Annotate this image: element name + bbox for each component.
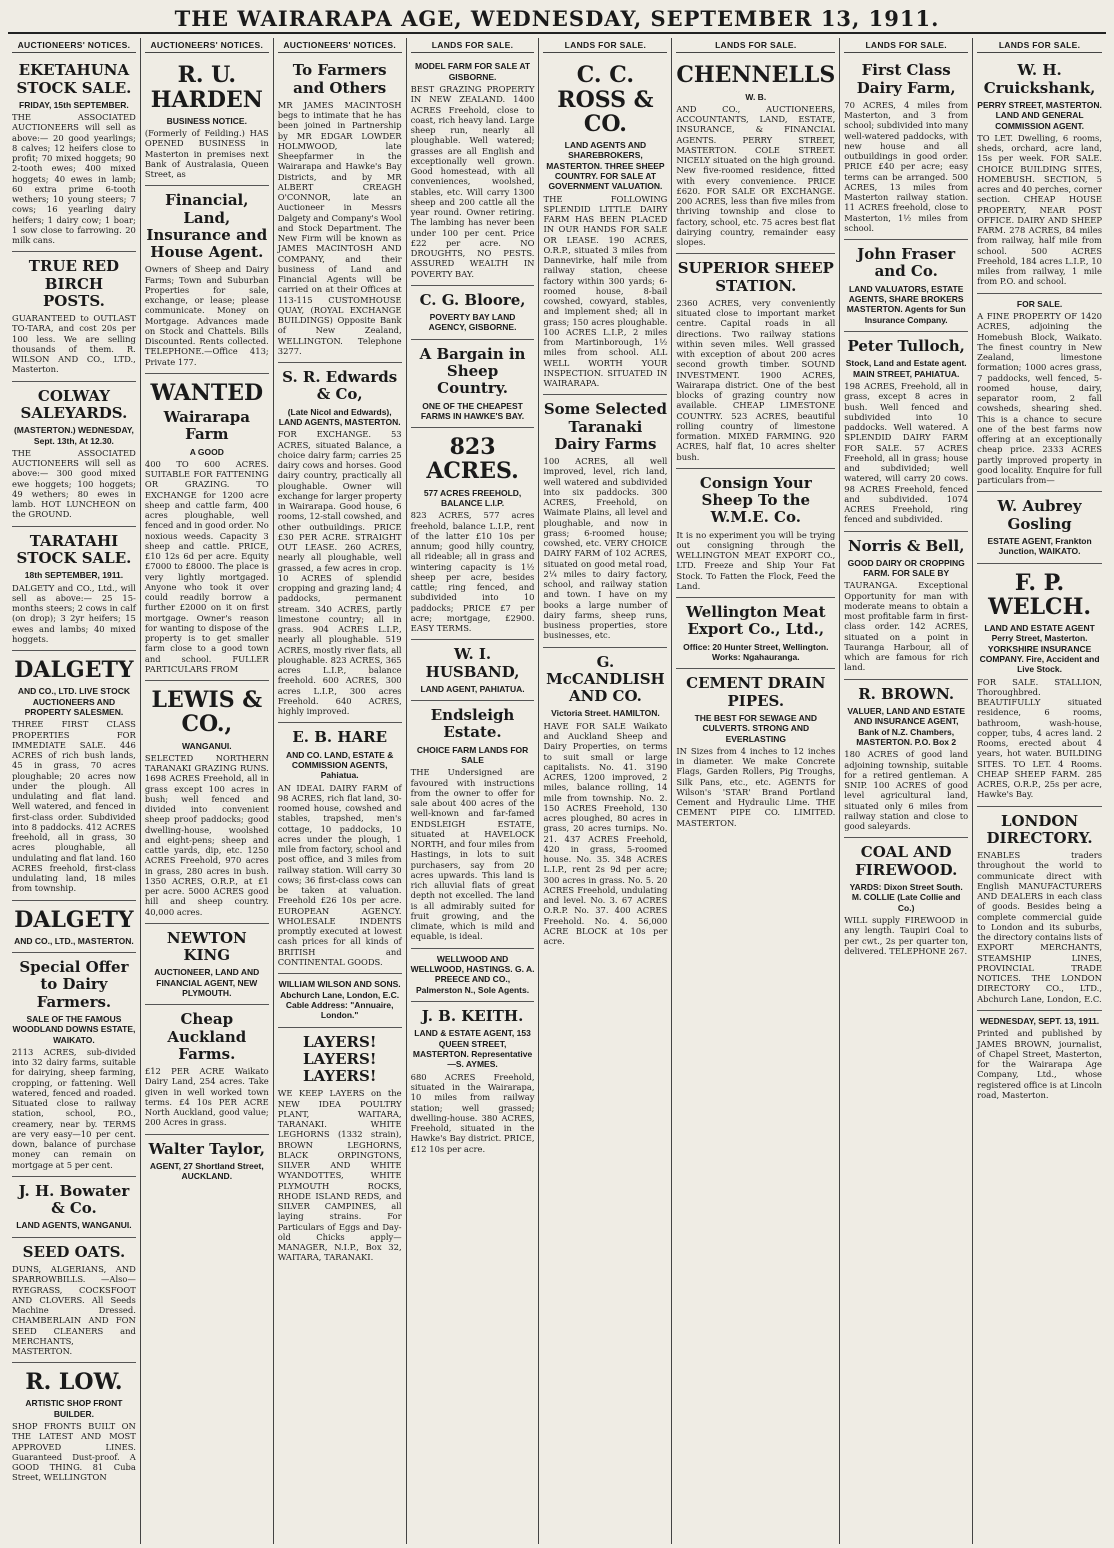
advertisement (12, 1363, 136, 1488)
ad-title: C. G. Bloore, (419, 290, 526, 309)
ad-body: DUNS, ALGERIANS, AND SPARROWBILLS. —Also— RYEGRASS, COCKSFOOT AND CLOVERS. All Seeds Machine Dressed. CHAMBERLAIN AND FON SEED CLEANERS and MERCHANTS, MASTERTON. (12, 1264, 136, 1357)
ad-subtitle: LAND AGENT, PAHIATUA. (420, 683, 525, 694)
column-heading: LANDS FOR SALE. (411, 38, 535, 53)
ad-title: NEWTON KING (166, 928, 247, 965)
ad-body: (Formerly of Feilding.) HAS OPENED BUSINESS in Masterton in premises next Bank of Australasia, Queen Street, as (144, 128, 269, 180)
ad-subtitle: ARTISTIC SHOP FRONT BUILDER. (25, 1398, 123, 1419)
column-7 (840, 38, 973, 1544)
ad-title: First Class Dairy Farm, (856, 61, 956, 97)
advertisement (844, 240, 968, 332)
ad-subtitle: AGENT, 27 Shortland Street, AUCKLAND. (149, 1160, 264, 1182)
advertisement (411, 1002, 535, 1160)
column-heading: LANDS FOR SALE. (543, 38, 667, 53)
advertisement (145, 1135, 269, 1188)
column-6 (672, 38, 840, 1544)
ad-subtitle: GOOD DAIRY OR CROPPING FARM. FOR SALE BY (847, 557, 965, 579)
ad-subtitle: LAND AGENTS AND SHAREBROKERS, MASTERTON. THREE SHEEP COUNTRY. FOR SALE AT GOVERNMENT VALUATION. (546, 139, 665, 192)
ad-headline: 823 ACRES. (426, 434, 519, 485)
ad-subtitle: Stock, Land and Estate agent. MAIN STREET, PAHIATUA. (845, 358, 967, 379)
ad-body: 400 TO 600 ACRES. SUITABLE FOR FATTENING OR GRAZING. TO EXCHANGE for 1200 acre sheep and cattle farm, 400 acres ploughable, well fenced and in good order. No noxious weeds. Capacity 3 sheep and cattle. PRICE, £10 12s 6d per acre. Equity £7000 to £8000. The place is very lightly mortgaged. Anyone who took it over could readily borrow a further £2000 on it on first mortgage. Owner's reason for wanting to dispose of the property is to get smaller farm close to a good town and school. FULLER PARTICULARS FROM (144, 458, 269, 674)
ad-body: Printed and published by JAMES BROWN, journalist, of Chapel Street, Masterton, for the Wairarapa Age Company, Ltd., whose registered office is at Lincoln road, Masterton. (977, 1028, 1102, 1100)
ad-subtitle: YARDS: Dixon Street South. M. COLLIE (Late Collie and Co.) (849, 881, 963, 913)
ad-headline: R. U. HARDEN (150, 62, 263, 113)
advertisement (12, 953, 136, 1177)
ad-subtitle: LAND AND ESTATE AGENT Perry Street, Masterton. YORKSHIRE INSURANCE COMPANY. Fire, Accident and Live Stock. (979, 622, 1100, 675)
ad-subtitle: POVERTY BAY LAND AGENCY, GISBORNE. (428, 312, 517, 333)
ad-subtitle: (Late Nicol and Edwards), LAND AGENTS, MASTERTON. (278, 406, 401, 427)
ad-subtitle: AND CO., LTD. LIVE STOCK AUCTIONEERS AND PROPERTY SALESMEN. (17, 686, 130, 717)
ad-subtitle: WEDNESDAY, SEPT. 13, 1911. (979, 1015, 1100, 1026)
advertisement (977, 564, 1102, 807)
ad-title: EKETAHUNA STOCK SALE. (16, 61, 132, 97)
ad-title: Wellington Meat Export Co., Ltd., (686, 603, 826, 639)
ad-subtitle: AND CO., LTD., MASTERTON. (14, 935, 134, 946)
column-3 (274, 38, 407, 1544)
ad-body: 2113 ACRES, sub-divided into 32 dairy farms, suitable for dairying, sheep farming, cropping, or fattening. Well watered, fenced and roaded. Situated close to railway station, school, P.O., creamery, near by. TERMS are very easy—10 per cent. down, balance of purchase money can remain on mortgage at 5 per cent. (12, 1046, 136, 1170)
masthead: THE WAIRARAPA AGE, WEDNESDAY, SEPTEMBER 13, 1911. (8, 6, 1106, 34)
advertisement (411, 340, 535, 428)
ad-body: 180 ACRES of good land adjoining township, suitable for a retired gentleman. A SNIP. 100 ACRES of good level agricultural land, situated only 6 miles from railway station and close to good saleyards. (844, 749, 969, 832)
ad-subtitle: PERRY STREET, MASTERTON. LAND AND GENERAL COMMISSION AGENT. (977, 99, 1102, 131)
advertisement (411, 56, 535, 285)
ad-subtitle: WILLIAM WILSON AND SONS. Abchurch Lane, London, E.C. Cable Address: "Annuaire, London." (278, 979, 401, 1021)
column-heading: AUCTIONEERS' NOTICES. (12, 38, 136, 53)
ad-title: TARATAHI STOCK SALE. (16, 531, 132, 567)
ad-subtitle: A GOOD (189, 446, 224, 457)
advertisement (411, 286, 535, 340)
ad-title: LONDON DIRECTORY. (986, 811, 1093, 847)
ad-subtitle: AND CO. LAND, ESTATE & COMMISSION AGENTS, Pahiatua. (285, 749, 394, 781)
ad-subtitle: FOR SALE. (1016, 298, 1063, 309)
ad-body: THE FOLLOWING SPLENDID LITTLE DAIRY FARM HAS BEEN PLACED IN OUR HANDS FOR SALE OR LEASE. 190 ACRES, O.R.P., situated 3 miles from Dannevirke, half mile from railway station, cheese factory within 300 yards; 6-roomed house, 8-bail cowshed, cowyard, stables, and implement shed; all in grass; 150 acres ploughable. 100 ACRES L.I.P., 2 miles from Martinborough, 1½ miles from school. ALL WELL WORTH YOUR INSPECTION. SITUATED IN WAIRARAPA. (543, 193, 668, 389)
ad-subtitle: MODEL FARM FOR SALE AT GISBORNE. (415, 61, 531, 82)
advertisement (12, 1177, 136, 1238)
ad-subtitle: BUSINESS NOTICE. (166, 115, 247, 126)
advertisement (411, 949, 535, 1002)
ad-body: THE ASSOCIATED AUCTIONEERS will sell as above:— 300 good mixed ewe hoggets; 100 hoggets; 49 wethers; 80 ewes in lamb. HOT LUNCHEON on the GROUND. (12, 447, 136, 520)
ad-headline: CHENNELLS (676, 62, 836, 89)
advertisement (278, 1028, 402, 1269)
ad-headline: WANTED (150, 379, 264, 406)
advertisement (543, 56, 667, 395)
ad-subtitle: SALE OF THE FAMOUS WOODLAND DOWNS ESTATE, WAIKATO. (12, 1013, 136, 1045)
ad-title: J. H. Bowater & Co. (18, 1181, 130, 1218)
ad-body: TAURANGA. Exceptional Opportunity for man with moderate means to obtain a most profitable farm in first-class order. 142 ACRES, situated on a point in Tauranga Harbour, all of which are famous for rich land. (844, 580, 969, 673)
advertisement (844, 56, 968, 240)
advertisement (278, 56, 402, 363)
ad-subtitle: Office: 20 Hunter Street, Wellington. Works: Ngahauranga. (683, 641, 829, 663)
ad-title: Peter Tulloch, (847, 337, 965, 356)
advertisement (676, 469, 835, 598)
advertisement (12, 56, 136, 252)
ad-title: A Bargain in Sheep Country. (419, 344, 526, 398)
ad-body: HAVE FOR SALE Waikato and Auckland Sheep and Dairy Properties, on terms to suit small or large capitalists. No. 41. 3190 ACRES, 1200 improved, 2 miles, balance rolling, 14 mile from township. No. 2. 150 ACRES Freehold, 130 acres ploughed, 80 acres in grass, 20 acres turnips. No. 21. 437 ACRES Freehold, 420 in grass, 5-roomed house. No. 35. 348 ACRES L.I.P., rent 2s 9d per acre; 300 acres in grass. No. 5. 20 ACRES Freehold, undulating and level. No. 3. 67 ACRES O.R.P. No. 37. 400 ACRES Freehold. No. 4. 56,000 ACRE BLOCK at 10s per acre. (543, 720, 668, 947)
ad-subtitle: 18th SEPTEMBER, 1911. (24, 570, 124, 581)
ad-subtitle: Victoria Street. HAMILTON. (551, 708, 660, 719)
ad-title: J. B. KEITH. (421, 1007, 524, 1026)
ad-body: DALGETY and CO., Ltd., will sell as above:— 25 15-months steers; 2 cows in calf (on drop); 3 2yr heifers; 15 ewes and lambs; 40 mixed hoggets. (12, 582, 136, 644)
ad-body: It is no experiment you will be trying out consigning through the WELLINGTON MEAT EXPORT CO., LTD. Freeze and Ship Your Fat Stock. To Fatten the Flock, Feed the Land. (676, 529, 836, 591)
ad-headline: F. P. WELCH. (988, 569, 1092, 620)
ad-title: Walter Taylor, (148, 1139, 266, 1158)
ad-title: W. H. Cruickshank, (983, 61, 1096, 97)
ad-title: COLWAY SALEYARDS. (20, 386, 128, 422)
advertisement (543, 395, 667, 647)
advertisement (543, 648, 667, 953)
advertisement (977, 56, 1102, 293)
advertisement (145, 1005, 269, 1134)
column-8 (973, 38, 1106, 1544)
column-heading: AUCTIONEERS' NOTICES. (278, 38, 402, 53)
ad-subtitle: THE BEST FOR SEWAGE AND CULVERTS. STRONG AND EVERLASTING (694, 712, 818, 744)
column-heading: AUCTIONEERS' NOTICES. (145, 38, 269, 53)
ad-subtitle: WELLWOOD AND WELLWOOD, HASTINGS. G. A. PREECE AND CO., Palmerston N., Sole Agents. (410, 953, 535, 995)
ad-body: BEST GRAZING PROPERTY IN NEW ZEALAND. 1400 ACRES Freehold, close to coast, rich heavy land. Large sheep run, nearly all ploughable. Well watered; grasses are all English and exceptionally well grown. Good homestead, with all conveniences, woolshed, stables, etc. Will carry 1300 sheep and 200 cattle all the year round. Owner retiring. The lambing has never been under 100 per cent. Price £22 per acre. NO DROUGHTS, NO PESTS. ASSURED WEALTH IN POVERTY BAY. (410, 84, 535, 279)
advertisement (977, 1011, 1102, 1106)
ad-subtitle: LAND & ESTATE AGENT, 153 QUEEN STREET, MASTERTON. Representative—S. AYMES. (412, 1028, 533, 1070)
ad-body: A FINE PROPERTY OF 1420 ACRES, adjoining the Homebush Block, Waikato. The finest country in New Zealand, limestone formation; 1000 acres grass, 7 paddocks, well fenced, 5-roomed house, dairy, separator room, 2 fall cowsheds, shearing shed. This is a chance to secure one of the best farms now offering at an exceptionally cheap price. 2333 ACRES partly improved property in good locality. Enquire for full particulars from— (977, 311, 1102, 486)
ad-subtitle: ONE OF THE CHEAPEST FARMS IN HAWKE'S BAY. (420, 400, 525, 421)
ad-title: E. B. HARE (292, 728, 388, 747)
ad-subtitle: 577 ACRES FREEHOLD, BALANCE L.I.P. (423, 487, 522, 508)
advertisement (676, 56, 835, 254)
ad-title: SUPERIOR SHEEP STATION. (677, 259, 834, 295)
advertisement (977, 294, 1102, 493)
ad-title: Cheap Auckland Farms. (167, 1010, 247, 1063)
ad-title: TRUE RED BIRCH POSTS. (28, 257, 120, 310)
advertisement (145, 681, 269, 924)
ad-title: Norris & Bell, (847, 536, 965, 555)
ad-body: SELECTED NORTHERN TARANAKI GRAZING RUNS. 1698 ACRES Freehold, all in grass except 100 acres in bush; well fenced and divided into convenient sheep proof paddocks; good dwelling-house, woolshed and eight-pens; sheep and cattle yards, dip, etc. 1250 ACRES Freehold, 970 acres in grass, 280 acres in bush. 1350 ACRES, O.R.P., at £1 per acre. 5000 ACRES good hill and sheep country. 40,000 acres. (144, 752, 269, 917)
ad-body: IN Sizes from 4 inches to 12 inches in diameter. We make Concrete Flags, Garden Rollers, Pig Troughs, Silk Pans, etc., etc. AGENTS for Wilson's 'STAR' Brand Portland Cement and Hydraulic Lime. THE CEMENT PIPE CO. LIMITED. MASTERTON. (676, 745, 836, 828)
ad-body: ENABLES traders throughout the world to communicate direct with English MANUFACTURERS AND DEALERS in each class of goods. Besides being a complete commercial guide to London and its suburbs, the directory contains lists of EXPORT MERCHANTS, STEAMSHIP LINES, PROVINCIAL TRADE NOTICES. THE LONDON DIRECTORY CO., LTD., Abchurch Lane, London, E.C. (977, 850, 1102, 1004)
ad-body: 680 ACRES Freehold, situated in the Wairarapa, 10 miles from railway station; well grassed; dwelling-house. 380 ACRES, Freehold, situated in the Hawke's Bay district. PRICE, £12 10s per acre. (410, 1071, 535, 1154)
column-heading: LANDS FOR SALE. (977, 38, 1102, 53)
column-2 (141, 38, 274, 1544)
advertisement (844, 680, 968, 839)
advertisement (977, 492, 1102, 563)
ad-headline: LEWIS & CO., (151, 687, 263, 738)
advertisement (12, 651, 136, 901)
ad-title: To Farmers and Others (292, 61, 387, 97)
column-4 (407, 38, 540, 1544)
ad-title: CEMENT DRAIN PIPES. (686, 674, 826, 710)
ad-title: G. McCANDLISH AND CO. (546, 652, 665, 706)
ad-body: AND CO., AUCTIONEERS, ACCOUNTANTS, LAND, ESTATE, INSURANCE, & FINANCIAL AGENTS. PERRY STREET, MASTERTON. COLE STREET. NICELY situated on the high ground. New five-roomed residence, fitted with every convenience. PRICE £620. FOR SALE OR EXCHANGE. 200 ACRES, less than five miles from thriving township and close to factory, school, etc. 75 acres best flat dairying country, remainder easy slopes. (676, 103, 836, 248)
advertisement (145, 56, 269, 186)
ad-title: John Fraser and Co. (857, 245, 956, 281)
ad-body: FOR SALE. STALLION, Thoroughbred. BEAUTIFULLY situated residence, 6 rooms, bathroom, wash-house, copper, tubs, 4 acres land. 2 Rooms, erected about 4 years, hot water. BUILDING SITES. TO LET. 4 Rooms. CHEAP SHEEP FARM. 285 ACRES, O.R.P., 25s per acre, Hawke's Bay. (977, 676, 1102, 800)
columns-grid (8, 38, 1106, 1544)
ad-subtitle: ESTATE AGENT, Frankton Junction, WAIKATO. (987, 535, 1092, 557)
ad-headline: R. LOW. (25, 1369, 123, 1396)
advertisement (411, 701, 535, 948)
ad-title: Wairarapa Farm (163, 408, 250, 444)
advertisement (411, 428, 535, 640)
advertisement (145, 924, 269, 1006)
ad-title: W. Aubrey Gosling (997, 497, 1082, 533)
ad-subtitle: CHOICE FARM LANDS FOR SALE (416, 744, 529, 766)
ad-body: SHOP FRONTS BUILT ON THE LATEST AND MOST APPROVED LINES. Guaranteed Dust-proof. A GOOD THING. 81 Cuba Street, WELLINGTON (12, 1421, 136, 1483)
advertisement (12, 382, 136, 527)
advertisement (12, 1238, 136, 1364)
ad-body: TO LET. Dwelling, 6 rooms, sheds, orchard, acre land, 15s per week. FOR SALE. CHOICE BUILDING SITES, HOMEBUSH. SECTION, 5 acres and 40 perches, corner section. CHEAP HOUSE PROPERTY, NEAR POST OFFICE. DAIRY AND SHEEP FARM. 278 ACRES, 84 miles from railway, half mile from school. 500 ACRES Freehold, 184 acres L.I.P., 10 miles from railway, 1 mile from P.O. and school. (977, 132, 1102, 287)
ad-headline: C. C. ROSS & CO. (557, 62, 654, 137)
ad-title: S. R. Edwards & Co, (282, 368, 398, 404)
advertisement (12, 527, 136, 651)
ad-title: Endsleigh Estate. (430, 706, 515, 742)
ad-title: W. I. HUSBAND, (425, 645, 520, 681)
advertisement (844, 332, 968, 531)
ad-body: 70 ACRES, 4 miles from Masterton, and 3 from school; subdivided into many well-watered paddocks, with new house and all outbuildings in good order. PRICE £40 per acre; easy terms can be arranged. 500 ACRES, 13 miles from Masterton railway station. 11 ACRES freehold, close to Masterton, 1½ miles from school. (844, 99, 969, 233)
ad-body: 198 ACRES, Freehold, all in grass, except 8 acres in bush. Well fenced and subdivided into 10 paddocks. Well watered. A SPLENDID DAIRY FARM FOR SALE. 57 ACRES Freehold, all in grass; house and subdivided; well watered, will carry 20 cows. 98 ACRES Freehold, fenced and subdivided. 1074 ACRES Freehold, ring fenced and subdivided. (844, 381, 969, 525)
ad-body: £12 PER ACRE Waikato Dairy Land, 254 acres. Take given in well worked town terms. £4 10s PER ACRE North Auckland, good value; 200 Acres in grass. (144, 1066, 269, 1128)
advertisement (145, 374, 269, 681)
column-heading: LANDS FOR SALE. (676, 38, 835, 53)
ad-body: THE ASSOCIATED AUCTIONEERS will sell as above:— 20 good yearlings; 8 calves; 12 heifers close to profit; 70 mixed hoggets; 90 2-tooth ewes; 400 mixed hoggets; 40 ewes in lamb; 60 extra prime 6-tooth wethers; 10 young steers; 7 cows; 16 yearling dairy heifers; 1 dairy cow; 1 boar; 1 sow close to farrowing. 20 milk cans. (12, 112, 136, 246)
advertisement (278, 723, 402, 974)
ad-body: MR JAMES MACINTOSH begs to intimate that he has been joined in Partnership by MR EDGAR LOWDER HOLMWOOD, late Sheepfarmer in the Wairarapa and Hawke's Bay Districts, and by MR ALBERT CREAGH O'CONNOR, late an Auctioneer in Messrs Dalgety and Company's Wool and Stock Department. The New Firm will be known as JAMES MACINTOSH AND COMPANY, and their business of Land and Financial Agents will be carried on at their Offices at 113-115 CUSTOMHOUSE QUAY, (ROYAL EXCHANGE BUILDINGS) Opposite Bank of New Zealand, WELLINGTON. Telephone 3277. (277, 99, 402, 356)
column-5 (539, 38, 672, 1544)
ad-title: Financial, Land, Insurance and House Agent. (146, 191, 268, 262)
advertisement (844, 838, 968, 962)
ad-title: Some Selected Taranaki Dairy Farms (543, 400, 668, 453)
column-1 (8, 38, 141, 1544)
advertisement (278, 363, 402, 723)
advertisement (411, 640, 535, 701)
advertisement (12, 252, 136, 381)
ad-subtitle: LAND AGENTS, WANGANUI. (16, 1220, 132, 1231)
ad-body: THREE FIRST CLASS PROPERTIES FOR IMMEDIATE SALE. 446 ACRES of rich bush lands, 45 in grass, 70 acres ploughable; 20 acres now under the plough. All undulating and flat land. Well watered, and fenced in first-class order. Subdivided into 8 paddocks. 412 ACRES freehold, all in grass, 30 acres ploughable, all undulating and flat land. 160 ACRES freehold, first-class undulating land, 18 miles from township. (12, 719, 136, 894)
ad-body: Owners of Sheep and Dairy Farms; Town and Suburban Properties for sale, exchange, or lease; please communicate. Money on Mortgage. Advances made on Stock and Chattels. Bills Discounted. Rents collected. TELEPHONE.—Office 413; Private 177. (144, 264, 269, 367)
advertisement (145, 186, 269, 374)
ad-title: COAL AND FIREWOOD. (855, 843, 958, 879)
ad-title: Special Offer to Dairy Farmers. (19, 958, 129, 1011)
ad-body: AN IDEAL DAIRY FARM of 98 ACRES, rich flat land, 30-roomed house, cowshed and stables, trapshed, men's cottage, 10 paddocks, 10 acres under the plough, 1 mile from factory, school and post office, and 3 miles from railway station. Will carry 30 cows; 36 first-class cows can be taken at valuation. Freehold £26 10s per acre. EUROPEAN AGENCY. WHOLESALE INDENTS promptly executed at lowest cash prices for all kinds of BRITISH and CONTINENTAL GOODS. (277, 782, 402, 967)
column-heading: LANDS FOR SALE. (844, 38, 968, 53)
ad-body: 2360 ACRES, very conveniently situated close to important market centre. Capital roads in all directions. Two railway stations within seven miles. Well grassed with exception of about 200 acres second growth timber. SOUND INVESTMENT. 1900 ACRES, Wairarapa district. One of the best blocks of grazing country now available. CHEAP LIMESTONE COUNTRY. 523 ACRES, beautiful rolling country of limestone formation. MIXED FARMING. 920 ACRES, half flat, 10 acres shelter bush. (676, 297, 836, 462)
advertisement (278, 974, 402, 1027)
ad-body: WILL supply FIREWOOD in any length. Taupiri Coal to per cwt., 2s per quarter ton, delivered. TELEPHONE 267. (844, 915, 969, 956)
advertisement (844, 532, 968, 680)
advertisement (977, 807, 1102, 1011)
ad-body: GUARANTEED to OUTLAST TO-TARA, and cost 20s per 100 less. We are selling thousands of them. R. WILSON AND CO., LTD., Masterton. (12, 313, 136, 375)
advertisement (676, 598, 835, 669)
ad-body: THE Undersigned are favoured with instructions from the owner to offer for sale about 400 acres of the well-known and far-famed ENDSLEIGH ESTATE, situated at HAVELOCK NORTH, and four miles from Hastings, in lots to suit purchasers, say from 20 acres upwards. This land is rich alluvial flats of great depth not excelled. The land is all admirably suited for fruit growing, and the climate, which is mild and equable, is ideal. (410, 767, 535, 942)
ad-title: R. BROWN. (858, 684, 955, 703)
ad-headline: DALGETY (14, 906, 134, 933)
advertisement (12, 901, 136, 954)
ad-headline: DALGETY (14, 657, 134, 684)
advertisement (676, 669, 835, 834)
advertisement (676, 254, 835, 469)
ad-body: 100 ACRES, all well improved, level, rich land, well watered and subdivided into six paddocks. 300 ACRES, Freehold, on Waimate Plains, all level and ploughable, and now in grass; 6-roomed house; cowshed, etc. VERY CHOICE DAIRY FARM of 102 ACRES, situated on good metal road, 2¼ miles to dairy factory, school, and railway station and town. I have on my books a large number of dairy farms, sheep runs, business properties, store businesses, etc. (543, 456, 668, 641)
ad-subtitle: (MASTERTON.) WEDNESDAY, Sept. 13th, At 12.30. (13, 425, 134, 446)
ad-title: LAYERS! LAYERS! LAYERS! (302, 1032, 377, 1086)
ad-subtitle: FRIDAY, 15th SEPTEMBER. (19, 99, 129, 110)
ad-subtitle: VALUER, LAND AND ESTATE AND INSURANCE AGENT, Bank of N.Z. Chambers, MASTERTON. P.O. Box 2 (847, 705, 966, 748)
ad-subtitle: LAND VALUATORS, ESTATE AGENTS, SHARE BROKERS MASTERTON. Agents for Sun Insurance Company. (846, 283, 966, 325)
ad-title: SEED OATS. (22, 1242, 126, 1261)
ad-title: Consign Your Sheep To the W.M.E. Co. (699, 473, 812, 527)
ad-body: WE KEEP LAYERS on the NEW IDEA POULTRY PLANT, WAITARA, TARANAKI. WHITE LEGHORNS (1332 strain), BROWN LEGHORNS, BLACK ORPINGTONS, SILVER AND WHITE WYANDOTTES, WHITE PLYMOUTH ROCKS, RHODE ISLAND REDS, and SILVER CAMPINES, all laying strains. For Particulars of Eggs and Day-old Chicks apply— MANAGER, N.I.P., Box 32, WAITARA, TARANAKI. (277, 1088, 402, 1263)
ad-subtitle: AUCTIONEER, LAND AND FINANCIAL AGENT, NEW PLYMOUTH. (154, 967, 260, 999)
ad-body: FOR EXCHANGE. 53 ACRES, situated Balance, a choice dairy farm; carries 25 dairy cows and horses. Good dairy country, practically all ploughable. Owner will exchange for larger property in Wairarapa. Good house, 6 rooms, 12-stall cowshed, and other outbuildings. PRICE £30 PER ACRE. STRAIGHT OUT LEASE. 260 ACRES, nearly all ploughable, well grassed, a few acres in crop. 10 ACRES of splendid cropping and grazing land; 4 paddocks, permanent stream. 340 ACRES, partly limestone country; all in grass. 904 ACRES L.I.P., nearly all ploughable. 519 ACRES, mostly river flats, all ploughable. 823 ACRES, 365 acres L.I.P., balance freehold. 600 ACRES, 300 acres L.I.P., 300 acres Freehold. 640 ACRES, highly improved. (277, 429, 402, 717)
ad-subtitle: W. B. (745, 91, 767, 102)
ad-subtitle: WANGANUI. (182, 740, 232, 751)
ad-body: 823 ACRES, 577 acres freehold, balance L.I.P., rent of the latter £10 10s per annum; good hilly country, all rideable; all in grass and wintering capacity is 1½ sheep per acre, besides cattle; ring fenced, and subdivided into 10 paddocks; PRICE £7 per acre; mortgage, £2900. EASY TERMS. (410, 510, 535, 634)
